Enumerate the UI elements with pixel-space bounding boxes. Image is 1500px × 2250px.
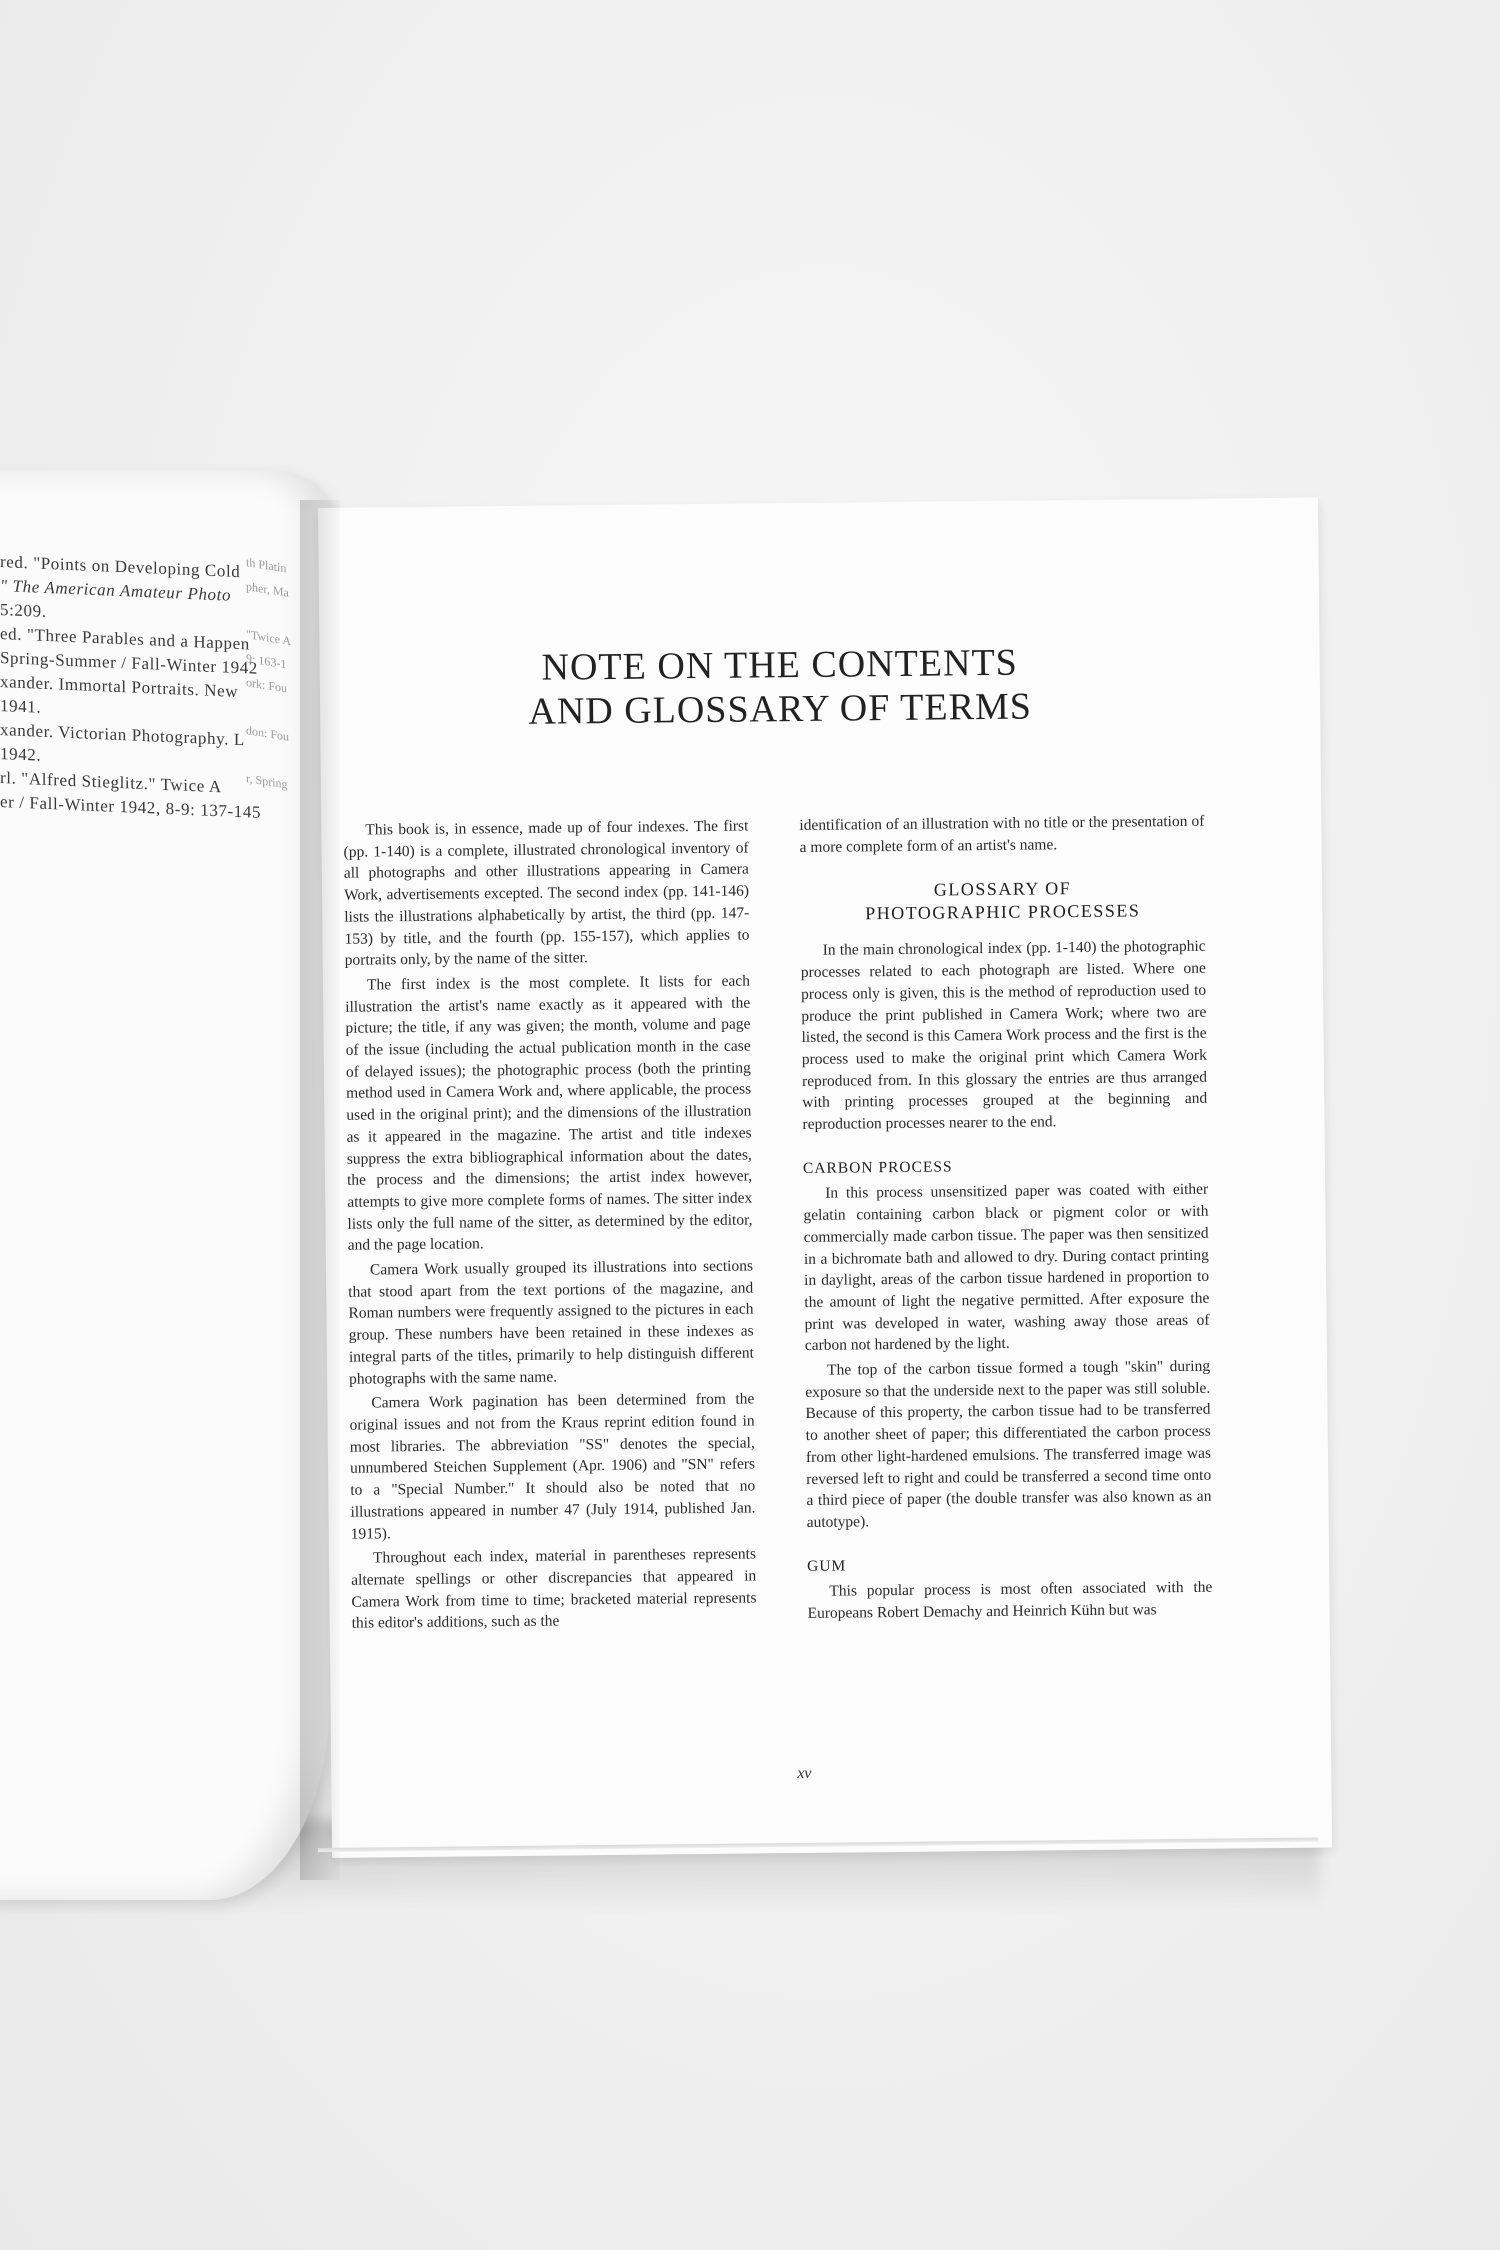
left-line: 1942.	[0, 744, 42, 765]
paragraph: Throughout each index, material in parentheses represents alternate spellings or other discrepancies that appeared in Camera Work from time to time; bracketed material represents this editor's additions, such as the	[351, 1545, 757, 1633]
glossary-term-carbon: CARBON PROCESS	[802, 1158, 953, 1177]
left-margin-line: 9: 163-1	[246, 651, 287, 672]
paragraph: Camera Work usually grouped its illustrations into sections that stood apart from the text portions of the magazine, and Roman numbers were frequently assigned to the pictures in each group. These numbers have been retained in these indexes as integral parts of the titles, primarily to help distinguish different photographs with the same name.	[348, 1257, 754, 1388]
left-margin-line: ork: Fou	[246, 675, 288, 696]
left-line: 1941.	[0, 696, 42, 717]
page-number: xv	[797, 1764, 812, 1783]
glossary-heading-line-2: PHOTOGRAPHIC PROCESSES	[865, 900, 1141, 924]
left-line: xander. Victorian Photography. L	[0, 720, 245, 750]
left-line: er / Fall-Winter 1942, 8-9: 137-145	[0, 792, 262, 822]
glossary-term-gum: GUM	[807, 1557, 847, 1575]
text-column-right	[799, 811, 1212, 1628]
page-title-line-2: AND GLOSSARY OF TERMS	[528, 685, 1033, 733]
left-margin-line: th Platin	[246, 555, 287, 576]
paragraph: Camera Work pagination has been determined from the original issues and not from the Kraus reprint edition found in most libraries. The abbreviation "SS" denotes the special, unnumbered Steichen Supplement (Apr. 1906) and "SN" refers to a "Special Number." It should also be noted that no illustrations appeared in number 47 (July 1914, published Jan. 1915).	[349, 1390, 756, 1543]
left-line: red. "Points on Developing Cold	[0, 552, 241, 582]
right-page	[318, 498, 1332, 1858]
text-column-left	[343, 816, 757, 1638]
left-line: rl. "Alfred Stieglitz." Twice A	[0, 768, 222, 797]
left-line: xander. Immortal Portraits. New	[0, 672, 239, 701]
left-margin-line: "Twice A	[246, 627, 292, 649]
left-margin-line: pher, Ma	[246, 579, 289, 600]
left-page	[0, 470, 330, 1900]
left-line: Spring-Summer / Fall-Winter 1942	[0, 648, 258, 678]
left-margin-line: don: Fou	[246, 723, 290, 744]
paragraph: The first index is the most complete. It lists for each illustration the artist's name exactly as it appeared with the picture; the title, if any was given; the month, volume and page of the issue (including the actual publication month in the case of delayed issues); the photographic process (both the printing method used in Camera Work and, where applicable, the process used in the original print); and the dimensions of the illustration as it appeared in the magazine. The artist and title indexes suppress the extra bibliographical information about the dates, the process and the dimensions; the artist index however, attempts to give more complete forms of names. The sitter index lists only the full name of the sitter, as determined by the editor, and the page location.	[345, 972, 753, 1255]
paragraph: identification of an illustration with no title or the presentation of a more complete form of an artist's name.	[799, 812, 1205, 856]
left-line: 5:209.	[0, 600, 47, 621]
left-line: ed. "Three Parables and a Happen	[0, 624, 250, 654]
paragraph: The top of the carbon tissue formed a tough "skin" during exposure so that the underside next to the paper was still soluble. Because of this property, the carbon tissue had to be transferred to another sheet of paper; this differentiated the carbon process from other light-hardened emulsions. The transferred image was reversed left to right and could be transferred a second time onto a third piece of paper (the double transfer was also known as an autotype).	[805, 1357, 1212, 1531]
book-gutter	[300, 500, 340, 1880]
page-title-line-1: NOTE ON THE CONTENTS	[541, 641, 1019, 689]
left-margin-line: r, Spring	[246, 771, 288, 792]
glossary-heading	[800, 876, 1205, 926]
paragraph: In the main chronological index (pp. 1-140) the photographic processes related to each photograph are listed. Where one process only is given, this is the method of reproduction used to produce the print published in Camera Work; where two are listed, the second is this Camera Work process and the first is the process used to make the original print which Camera Work reproduced from. In this glossary the entries are thus arranged with printing processes grouped at the beginning and reproduction processes nearer to the end.	[800, 938, 1208, 1133]
left-line: " The American Amateur Photo	[0, 576, 232, 605]
paragraph: This book is, in essence, made up of four indexes. The first (pp. 1-140) is a complete, illustrated chronological inventory of all photographs and other illustrations appearing in Camera Work, advertisements excepted. The second index (pp. 141-146) lists the illustrations alphabetically by artist, the third (pp. 147-153) by title, and the fourth (pp. 155-157), which applies to portraits only, by the name of the sitter.	[343, 817, 750, 969]
glossary-heading-line-1: GLOSSARY OF	[933, 878, 1072, 900]
page-title	[419, 639, 1140, 735]
paragraph: This popular process is most often associated with the Europeans Robert Demachy and Heinrich Kühn but was	[807, 1579, 1213, 1623]
paragraph: In this process unsensitized paper was coated with either gelatin containing carbon black or pigment color or with commercially made carbon tissue. The paper was then sensitized in a bichromate bath and allowed to dry. During contact printing in daylight, areas of the carbon tissue hardened in proportion to the amount of light the negative permitted. After exposure the print was developed in water, washing away those areas of carbon not hardened by the light.	[803, 1181, 1210, 1355]
